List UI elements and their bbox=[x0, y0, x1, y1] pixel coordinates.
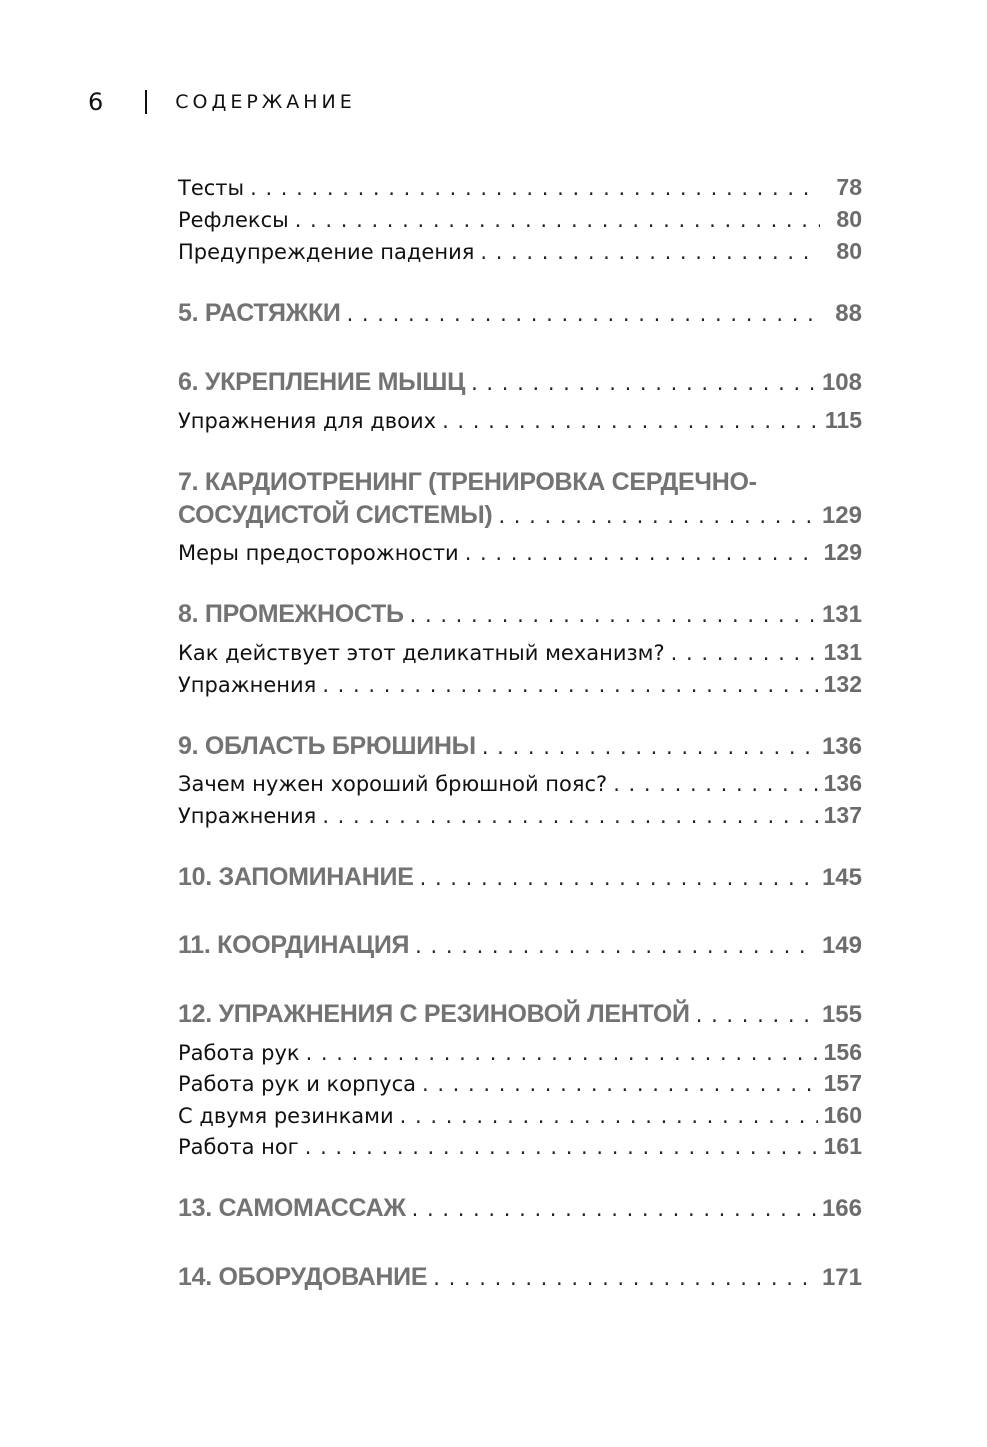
dot-leader bbox=[322, 670, 817, 700]
toc-chapter-7-line1[interactable]: 7. КАРДИОТРЕНИНГ (ТРЕНИРОВКА СЕРДЕЧНО- bbox=[178, 468, 757, 496]
toc-entry-exercises-9[interactable] bbox=[178, 800, 862, 830]
section-title: СОДЕРЖАНИЕ bbox=[175, 91, 356, 113]
dot-leader bbox=[696, 1000, 816, 1030]
toc-entry-arms-torso[interactable] bbox=[178, 1068, 862, 1098]
dot-leader bbox=[420, 863, 816, 893]
toc-chapter-title: 12. УПРАЖНЕНИЯ С РЕЗИНОВОЙ ЛЕНТОЙ bbox=[178, 1000, 690, 1028]
toc-entry-title: Как действует этот деликатный механизм? bbox=[178, 641, 665, 665]
toc-entry-page: 78 bbox=[836, 174, 862, 200]
toc-chapter-page: 149 bbox=[821, 932, 862, 959]
dot-leader bbox=[498, 501, 816, 531]
toc-entry-title: С двумя резинками bbox=[178, 1104, 394, 1128]
toc-chapter-page: 166 bbox=[821, 1195, 862, 1222]
toc-chapter-5[interactable] bbox=[178, 298, 862, 328]
dot-leader bbox=[306, 1038, 818, 1068]
toc-entry-page: 157 bbox=[823, 1070, 862, 1096]
toc-chapter-13[interactable] bbox=[178, 1193, 862, 1223]
dot-leader bbox=[400, 1101, 818, 1131]
toc-chapter-page: 136 bbox=[821, 733, 862, 760]
dot-leader bbox=[412, 1194, 816, 1224]
toc-entry-title: Работа рук bbox=[178, 1041, 300, 1065]
toc-chapter-title: 5. РАСТЯЖКИ bbox=[178, 299, 341, 327]
toc-entry-title: Предупреждение падения bbox=[178, 240, 475, 264]
toc-entry-page: 115 bbox=[824, 407, 862, 433]
dot-leader bbox=[480, 237, 820, 267]
toc-entry-title: Работа рук и корпуса bbox=[178, 1072, 416, 1096]
dot-leader bbox=[442, 406, 819, 436]
toc-chapter-page: 131 bbox=[821, 601, 862, 628]
toc-chapter-page: 88 bbox=[835, 300, 862, 327]
toc-entry-title: Зачем нужен хороший брюшной пояс? bbox=[178, 772, 608, 796]
toc-entry-page: 137 bbox=[823, 802, 862, 828]
toc-entry-page: 131 bbox=[823, 639, 862, 665]
toc-chapter-7[interactable] bbox=[178, 500, 862, 530]
toc-entry-page: 129 bbox=[823, 539, 862, 565]
dot-leader bbox=[422, 1069, 818, 1099]
toc-entry-title: Упражнения bbox=[178, 673, 317, 697]
toc-chapter-page: 155 bbox=[821, 1001, 862, 1028]
toc-entry-legs[interactable] bbox=[178, 1131, 862, 1161]
toc-chapter-10[interactable] bbox=[178, 862, 862, 892]
toc-chapter-title: 13. САМОМАССАЖ bbox=[178, 1194, 406, 1222]
dot-leader bbox=[305, 1132, 818, 1162]
toc-chapter-page: 171 bbox=[821, 1264, 862, 1291]
toc-entry-title: Тесты bbox=[178, 176, 245, 200]
toc-entry-arms[interactable] bbox=[178, 1037, 862, 1067]
toc-chapter-6[interactable] bbox=[178, 367, 862, 397]
toc-entry-pair-exercises[interactable] bbox=[178, 405, 862, 435]
toc-chapter-title: СОСУДИСТОЙ СИСТЕМЫ) bbox=[178, 501, 493, 529]
toc-entry-title: Упражнения bbox=[178, 804, 317, 828]
toc-entry-page: 132 bbox=[823, 671, 862, 697]
toc-chapter-11[interactable] bbox=[178, 930, 862, 960]
toc-entry-reflexes[interactable] bbox=[178, 204, 862, 234]
toc-entry-page: 161 bbox=[823, 1133, 862, 1159]
toc-entry-title: Работа ног bbox=[178, 1135, 299, 1159]
table-of-contents bbox=[178, 0, 862, 1447]
toc-chapter-page: 129 bbox=[821, 502, 862, 529]
dot-leader bbox=[347, 299, 820, 329]
dot-leader bbox=[482, 732, 816, 762]
header-divider bbox=[145, 90, 147, 114]
toc-entry-title: Меры предосторожности bbox=[178, 541, 459, 565]
toc-entry-page: 80 bbox=[836, 238, 862, 264]
dot-leader bbox=[465, 538, 818, 568]
dot-leader bbox=[250, 173, 820, 203]
dot-leader bbox=[613, 769, 817, 799]
toc-chapter-title: 10. ЗАПОМИНАНИЕ bbox=[178, 863, 414, 891]
toc-chapter-12[interactable] bbox=[178, 999, 862, 1029]
toc-chapter-9[interactable] bbox=[178, 731, 862, 761]
dot-leader bbox=[295, 205, 820, 235]
toc-chapter-page: 108 bbox=[821, 369, 862, 396]
toc-entry-page: 80 bbox=[836, 206, 862, 232]
toc-entry-two-bands[interactable] bbox=[178, 1100, 862, 1130]
toc-entry-title: Рефлексы bbox=[178, 208, 289, 232]
dot-leader bbox=[322, 801, 817, 831]
toc-entry-page: 160 bbox=[823, 1102, 862, 1128]
toc-entry-page: 156 bbox=[823, 1039, 862, 1065]
toc-chapter-page: 145 bbox=[821, 864, 862, 891]
toc-entry-fall-prevention[interactable] bbox=[178, 236, 862, 266]
toc-entry-abdominal-belt[interactable] bbox=[178, 768, 862, 798]
dot-leader bbox=[433, 1263, 816, 1293]
toc-entry-page: 136 bbox=[823, 770, 862, 796]
toc-entry-mechanism[interactable] bbox=[178, 637, 862, 667]
toc-chapter-14[interactable] bbox=[178, 1262, 862, 1292]
toc-entry-tests[interactable] bbox=[178, 172, 862, 202]
dot-leader bbox=[671, 638, 818, 668]
dot-leader bbox=[471, 368, 816, 398]
dot-leader bbox=[415, 931, 816, 961]
toc-chapter-title: 9. ОБЛАСТЬ БРЮШИНЫ bbox=[178, 732, 476, 760]
toc-chapter-8[interactable] bbox=[178, 599, 862, 629]
toc-entry-exercises-8[interactable] bbox=[178, 669, 862, 699]
toc-chapter-title: 6. УКРЕПЛЕНИЕ МЫШЦ bbox=[178, 368, 466, 396]
toc-chapter-title: 14. ОБОРУДОВАНИЕ bbox=[178, 1263, 428, 1291]
toc-entry-precautions[interactable] bbox=[178, 537, 862, 567]
toc-chapter-title: 11. КООРДИНАЦИЯ bbox=[178, 931, 410, 959]
dot-leader bbox=[410, 600, 816, 630]
toc-entry-title: Упражнения для двоих bbox=[178, 409, 437, 433]
toc-chapter-title: 8. ПРОМЕЖНОСТЬ bbox=[178, 600, 404, 628]
page-number: 6 bbox=[88, 88, 104, 116]
